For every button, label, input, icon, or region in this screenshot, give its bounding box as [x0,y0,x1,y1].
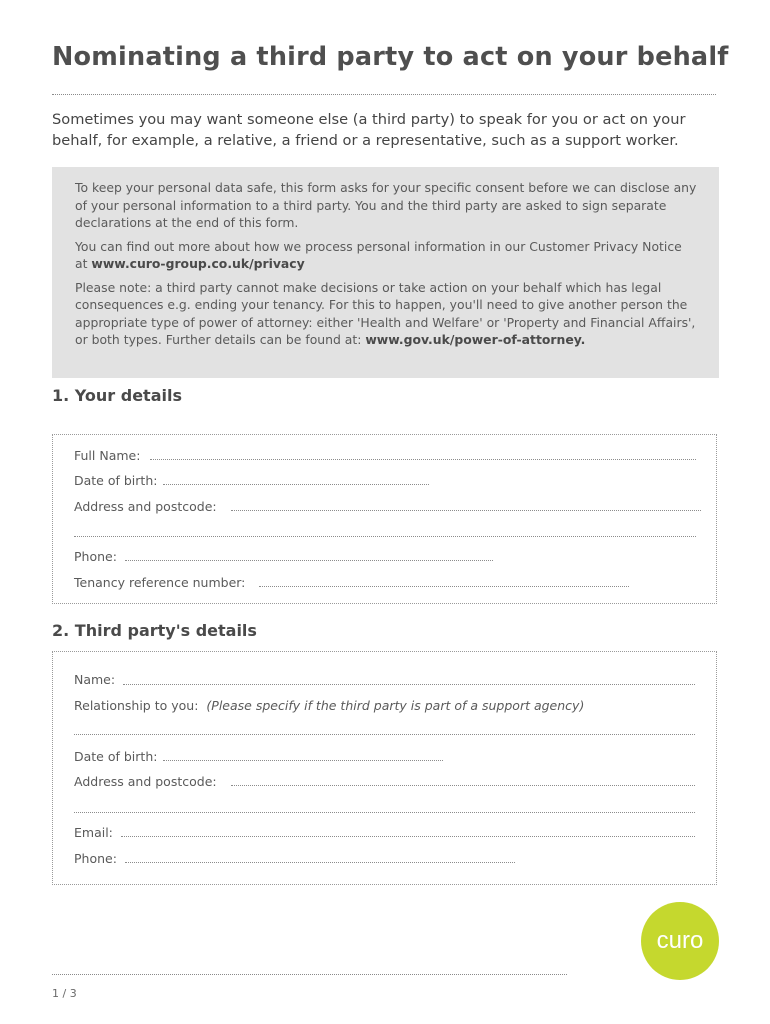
third-party-name-field[interactable] [123,684,695,685]
third-party-address-field-line-2[interactable] [74,812,695,813]
relationship-label-text: Relationship to you: [74,698,199,713]
info-paragraph-privacy [75,238,697,273]
power-of-attorney-link[interactable]: www.gov.uk/power-of-attorney. [365,332,586,347]
logo-text: curo [656,927,704,954]
address-label: Address and postcode: [74,499,217,514]
relationship-label [74,698,584,713]
tenancy-reference-field[interactable] [259,586,629,587]
info-paragraph-consent: To keep your personal data safe, this form asks for your specific consent before we can disclose any of your personal information to a third party. You and the third party are asked to sign separate declarations at the end of this form. [75,180,697,230]
date-of-birth-label: Date of birth: [74,473,158,488]
phone-field[interactable] [125,560,493,561]
full-name-field[interactable] [150,459,696,460]
third-party-dob-field[interactable] [163,760,443,761]
address-field[interactable] [231,510,701,511]
info-box [52,167,719,378]
address-field-line-2[interactable] [74,536,696,537]
title-divider [52,94,716,95]
third-party-address-field[interactable] [231,785,695,786]
full-name-label: Full Name: [74,448,141,463]
page-number: 1 / 3 [52,987,77,1000]
privacy-text: You can find out more about how we process personal information in our Customer Privacy Notice at [75,238,682,271]
intro-text: Sometimes you may want someone else (a third party) to speak for you or act on your behalf, for example, a relative, a friend or a representative, such as a support worker. [52,111,686,149]
footer-divider [52,974,567,975]
third-party-fieldset [52,651,717,885]
relationship-hint: (Please specify if the third party is part of a support agency) [206,698,585,713]
email-field[interactable] [121,836,695,837]
email-label: Email: [74,825,113,840]
section-heading-third-party: 2. Third party's details [52,621,257,640]
info-paragraph-note [75,279,697,349]
curo-logo [640,901,720,981]
page-title: Nominating a third party to act on your behalf [52,42,729,72]
third-party-name-label: Name: [74,672,116,687]
privacy-link[interactable]: www.curo-group.co.uk/privacy [91,256,305,271]
relationship-field[interactable] [74,734,695,735]
phone-label: Phone: [74,549,117,564]
date-of-birth-field[interactable] [163,484,429,485]
your-details-fieldset [52,434,717,604]
third-party-phone-label: Phone: [74,851,117,866]
section-heading-your-details: 1. Your details [52,386,182,405]
third-party-dob-label: Date of birth: [74,749,158,764]
note-text: Please note: a third party cannot make decisions or take action on your behalf which has legal consequences e.g. ending your tenancy. For this to happen, you'll need to give another person the appropriate type of power of attorney: either 'Health and Welfare' or 'Property and Financial Affairs', or both types. Further details can be found at: [75,279,696,347]
third-party-phone-field[interactable] [125,862,515,863]
third-party-address-label: Address and postcode: [74,774,217,789]
tenancy-reference-label: Tenancy reference number: [74,575,246,590]
